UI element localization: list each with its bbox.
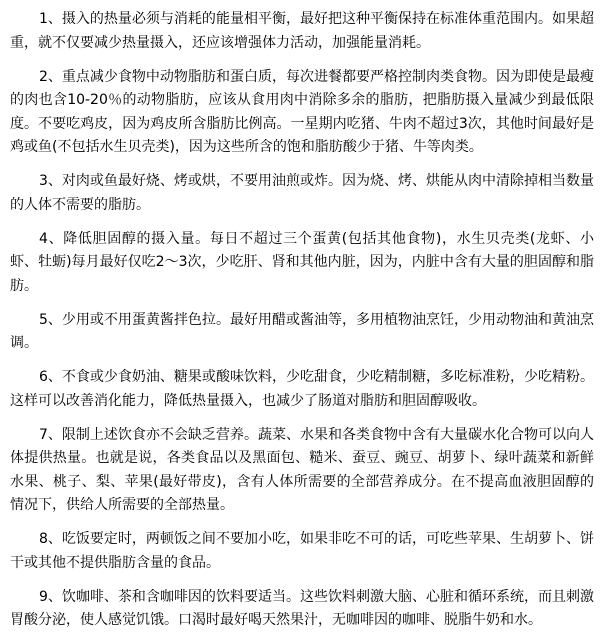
article-body	[10, 8, 594, 643]
paragraph-6: 6、不食或少食奶油、糖果或酸味饮料，少吃甜食，少吃精制糖，多吃标准粉，少吃精粉。这样可以改善消化能力，降低热量摄入，也减少了肠道对脂肪和胆固醇吸收。	[10, 369, 594, 409]
paragraph-7: 7、限制上述饮食亦不会缺乏营养。蔬菜、水果和各类食物中含有大量碳水化合物可以向人体提供热量。也就是说，各类食品以及黑面包、糙米、蚕豆、豌豆、胡萝卜、绿叶蔬菜和新鲜水果、桃子、梨、苹果(最好带皮)，含有人体所需要的全部营养成分。在不提高血液胆固醇的情况下，供给人所需要的全部热量。	[10, 426, 594, 513]
paragraph-2: 2、重点减少食物中动物脂肪和蛋白质，每次进餐都要严格控制肉类食物。因为即使是最瘦的肉也含10-20％的动物脂肪，应该从食用肉中消除多余的脂肪，把脂肪摄入量减少到最低限度。不要吃鸡皮，因为鸡皮所含脂肪比例高。一星期内吃猪、牛肉不超过3次，其他时间最好是鸡或鱼(不包括水生贝壳类)，因为这些所含的饱和脂肪酸少于猪、牛等肉类。	[10, 68, 594, 155]
paragraph-3: 3、对肉或鱼最好烧、烤或烘，不要用油煎或炸。因为烧、烤、烘能从肉中清除掉相当数量的人体不需要的脂肪。	[10, 173, 594, 213]
paragraph-8: 8、吃饭要定时，两顿饭之间不要加小吃，如果非吃不可的话，可吃些苹果、生胡萝卜、饼干或其他不提供脂肪含量的食品。	[10, 531, 594, 571]
paragraph-5: 5、少用或不用蛋黄酱拌色拉。最好用醋或酱油等，多用植物油烹饪，少用动物油和黄油烹调。	[10, 311, 594, 351]
paragraph-4: 4、降低胆固醇的摄入量。每日不超过三个蛋黄(包括其他食物)，水生贝壳类(龙虾、小虾、牡蛎)每月最好仅吃2～3次，少吃肝、肾和其他内脏，因为，内脏中含有大量的胆固醇和脂肪。	[10, 230, 594, 294]
paragraph-9: 9、饮咖啡、茶和含咖啡因的饮料要适当。这些饮料刺激大脑、心脏和循环系统，而且刺激胃酸分泌，使人感觉饥饿。口渴时最好喝天然果汁，无咖啡因的咖啡、脱脂牛奶和水。	[10, 588, 594, 628]
paragraph-1: 1、摄入的热量必须与消耗的能量相平衡，最好把这种平衡保持在标准体重范围内。如果超重，就不仅要减少热量摄入，还应该增强体力活动，加强能量消耗。	[10, 11, 594, 51]
